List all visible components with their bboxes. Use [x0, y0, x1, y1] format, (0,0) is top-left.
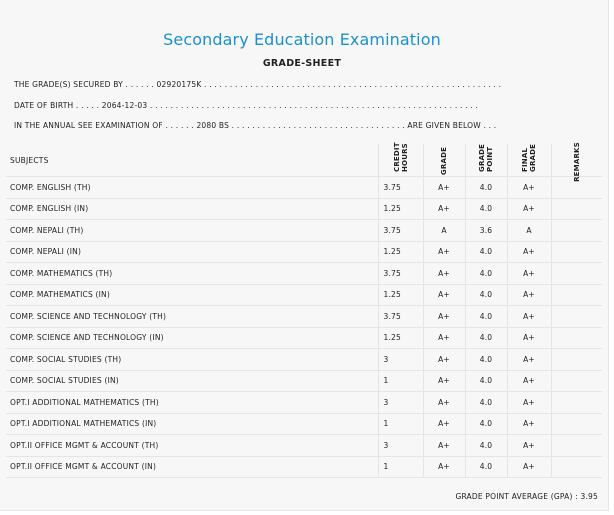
grade-point-cell: 4.0 [465, 284, 507, 306]
subject-cell: OPT.II OFFICE MGMT & ACCOUNT (TH) [6, 435, 378, 457]
credit-hours-cell: 1.25 [378, 327, 423, 349]
credit-hours-cell: 3.75 [378, 177, 423, 199]
final-grade-cell: A+ [507, 435, 551, 457]
header-grade-point-label: GRADE POINT [478, 143, 494, 172]
table-row [6, 435, 602, 457]
remarks-cell [551, 370, 602, 392]
credit-hours-cell: 3.75 [378, 220, 423, 242]
remarks-cell [551, 198, 602, 220]
grade-point-cell: 4.0 [465, 177, 507, 199]
page-subtitle: GRADE-SHEET [262, 58, 342, 69]
credit-hours-cell: 3.75 [378, 306, 423, 328]
header-subjects: SUBJECTS [6, 144, 378, 177]
header-credit-hours-label: CREDIT HOURS [392, 142, 409, 172]
remarks-cell [551, 241, 602, 263]
final-grade-cell: A+ [507, 177, 551, 199]
grade-cell: A [423, 220, 465, 242]
grade-cell: A+ [423, 241, 465, 263]
remarks-cell [551, 456, 602, 478]
table-row [6, 306, 602, 328]
final-grade-cell: A+ [507, 370, 551, 392]
info-grades-secured-by: THE GRADE(S) SECURED BY . . . . . . 02920175K . . . . . . . . . . . . . . . . . . . . . . . . . . . . . . . . . . . . . . . . . . . . . . . . . . . . . . . . . . [14, 80, 502, 89]
remarks-cell [551, 392, 602, 414]
grade-point-cell: 4.0 [465, 392, 507, 414]
grade-cell: A+ [423, 263, 465, 285]
gpa-summary: GRADE POINT AVERAGE (GPA) : 3.95 [455, 492, 598, 501]
page-title: Secondary Education Examination [163, 30, 441, 49]
grade-cell: A+ [423, 327, 465, 349]
table-row [6, 392, 602, 414]
subject-cell: COMP. SOCIAL STUDIES (TH) [6, 349, 378, 371]
table-row [6, 456, 602, 478]
table-row [6, 349, 602, 371]
grade-cell: A+ [423, 456, 465, 478]
header-remarks-label: REMARKS [572, 142, 581, 182]
final-grade-cell: A+ [507, 392, 551, 414]
final-grade-cell: A [507, 220, 551, 242]
grade-cell: A+ [423, 370, 465, 392]
header-final-grade [507, 144, 551, 177]
grade-point-cell: 4.0 [465, 241, 507, 263]
final-grade-cell: A+ [507, 456, 551, 478]
table-row [6, 327, 602, 349]
final-grade-cell: A+ [507, 198, 551, 220]
grade-point-cell: 4.0 [465, 327, 507, 349]
grade-point-cell: 4.0 [465, 306, 507, 328]
credit-hours-cell: 1 [378, 413, 423, 435]
credit-hours-cell: 1 [378, 370, 423, 392]
grade-point-cell: 4.0 [465, 456, 507, 478]
remarks-cell [551, 263, 602, 285]
table-row [6, 284, 602, 306]
final-grade-cell: A+ [507, 284, 551, 306]
subject-cell: COMP. NEPALI (IN) [6, 241, 378, 263]
info-date-of-birth: DATE OF BIRTH . . . . . 2064-12-03 . . . . . . . . . . . . . . . . . . . . . . . . . . . . . . . . . . . . . . . . . . . . . . . . . . . . . . . . . . . . . . . . [14, 101, 479, 110]
subject-cell: OPT.I ADDITIONAL MATHEMATICS (TH) [6, 392, 378, 414]
credit-hours-cell: 3 [378, 349, 423, 371]
credit-hours-cell: 1.25 [378, 198, 423, 220]
table-row [6, 220, 602, 242]
subject-cell: COMP. SOCIAL STUDIES (IN) [6, 370, 378, 392]
subject-cell: OPT.II OFFICE MGMT & ACCOUNT (IN) [6, 456, 378, 478]
grade-point-cell: 3.6 [465, 220, 507, 242]
grade-cell: A+ [423, 435, 465, 457]
credit-hours-cell: 3 [378, 435, 423, 457]
grade-cell: A+ [423, 306, 465, 328]
final-grade-cell: A+ [507, 349, 551, 371]
table-row [6, 263, 602, 285]
table-row [6, 198, 602, 220]
grade-point-cell: 4.0 [465, 435, 507, 457]
table-row [6, 177, 602, 199]
final-grade-cell: A+ [507, 241, 551, 263]
header-grade [423, 144, 465, 177]
header-grade-point [465, 144, 507, 177]
info-examination: IN THE ANNUAL SEE EXAMINATION OF . . . . . . 2080 BS . . . . . . . . . . . . . . . . . . . . . . . . . . . . . . . . . . ARE GIVEN BELOW . . . [14, 121, 497, 130]
remarks-cell [551, 327, 602, 349]
grade-cell: A+ [423, 284, 465, 306]
final-grade-cell: A+ [507, 306, 551, 328]
remarks-cell [551, 413, 602, 435]
remarks-cell [551, 435, 602, 457]
table-header-row [6, 144, 602, 177]
table-row [6, 241, 602, 263]
grade-cell: A+ [423, 198, 465, 220]
table-row [6, 370, 602, 392]
credit-hours-cell: 3.75 [378, 263, 423, 285]
grade-cell: A+ [423, 392, 465, 414]
grade-cell: A+ [423, 177, 465, 199]
grade-point-cell: 4.0 [465, 413, 507, 435]
remarks-cell [551, 306, 602, 328]
header-credit-hours [378, 144, 423, 177]
credit-hours-cell: 3 [378, 392, 423, 414]
remarks-cell [551, 220, 602, 242]
subject-cell: COMP. MATHEMATICS (IN) [6, 284, 378, 306]
subject-cell: OPT.I ADDITIONAL MATHEMATICS (IN) [6, 413, 378, 435]
subject-cell: COMP. ENGLISH (IN) [6, 198, 378, 220]
grade-point-cell: 4.0 [465, 349, 507, 371]
credit-hours-cell: 1.25 [378, 241, 423, 263]
table-row [6, 413, 602, 435]
subject-cell: COMP. SCIENCE AND TECHNOLOGY (IN) [6, 327, 378, 349]
final-grade-cell: A+ [507, 413, 551, 435]
final-grade-cell: A+ [507, 327, 551, 349]
header-final-grade-label: FINAL GRADE [521, 143, 537, 172]
header-remarks [551, 142, 602, 182]
header-grade-label: GRADE [440, 146, 448, 175]
credit-hours-cell: 1.25 [378, 284, 423, 306]
subject-cell: COMP. MATHEMATICS (TH) [6, 263, 378, 285]
remarks-cell [551, 284, 602, 306]
subject-cell: COMP. ENGLISH (TH) [6, 177, 378, 199]
grade-cell: A+ [423, 349, 465, 371]
grade-point-cell: 4.0 [465, 370, 507, 392]
grade-cell: A+ [423, 413, 465, 435]
grade-point-cell: 4.0 [465, 198, 507, 220]
subject-cell: COMP. NEPALI (TH) [6, 220, 378, 242]
grades-table [6, 144, 602, 478]
subject-cell: COMP. SCIENCE AND TECHNOLOGY (TH) [6, 306, 378, 328]
grade-point-cell: 4.0 [465, 263, 507, 285]
credit-hours-cell: 1 [378, 456, 423, 478]
remarks-cell [551, 349, 602, 371]
final-grade-cell: A+ [507, 263, 551, 285]
